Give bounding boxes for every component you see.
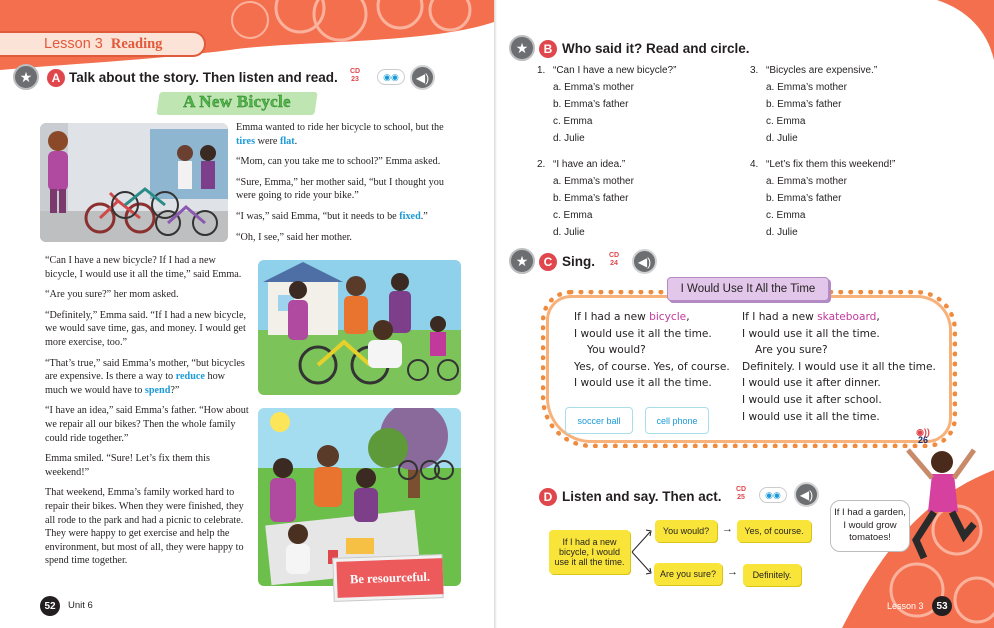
word-option-soccer-ball[interactable]: soccer ball: [565, 407, 633, 434]
story-paragraph: “Definitely,” Emma said. “If I had a new bicycle, we would save time, gas, and money. I would get more exercise, too.”: [45, 309, 247, 348]
option-item[interactable]: d. Julie: [553, 133, 585, 144]
story-column-top: [236, 121, 458, 251]
speaker-icon[interactable]: ◀): [410, 65, 435, 90]
lesson-label: Lesson 3: [44, 36, 103, 52]
option-item[interactable]: a. Emma’s mother: [766, 176, 847, 187]
question-3: 3. “Bicycles are expensive.” a. Emma’s mother b. Emma’s father c. Emma d. Julie: [750, 62, 950, 147]
section-d-instruction: Listen and say. Then act.: [562, 489, 722, 504]
page-number: 52: [40, 596, 60, 616]
option-item[interactable]: c. Emma: [766, 210, 806, 221]
audio-track-23[interactable]: CD 23: [349, 68, 361, 83]
song-verse-2: If I had a new skateboard, I would use it all the time. Are you sure? Definitely. I would use it all the time. I would use it after dinner. I would use it after school. I would use it all the time.: [742, 311, 936, 423]
branch-arrows: [630, 522, 656, 582]
dialogue-reply-1: You would?: [655, 520, 717, 542]
footer-lesson-label: Lesson 3: [887, 601, 924, 611]
option-item[interactable]: d. Julie: [766, 227, 798, 238]
karaoke-track-26[interactable]: ◉)) 26: [916, 427, 930, 445]
story-title: A New Bicycle: [183, 92, 291, 111]
story-paragraph: “That’s true,” said Emma’s mother, “but bicycles are expensive. Is there a way to reduce how much we would have to spend?”: [45, 357, 245, 396]
story-paragraph: “I was,” said Emma, “but it needs to be fixed.”: [236, 210, 428, 222]
video-icon[interactable]: ◉◉: [377, 69, 405, 85]
unit-label: Unit 6: [68, 600, 93, 611]
speaker-icon[interactable]: ◀): [632, 249, 657, 274]
story-paragraph: “Oh, I see,” said her mother.: [236, 231, 352, 243]
speaker-icon[interactable]: ◀): [794, 482, 819, 507]
story-paragraph: Emma smiled. “Sure! Let’s fix them this weekend!”: [45, 453, 210, 478]
option-item[interactable]: d. Julie: [553, 227, 585, 238]
section-c-letter: C: [539, 253, 557, 271]
left-page: [0, 0, 494, 628]
option-item[interactable]: a. Emma’s mother: [553, 82, 634, 93]
option-item[interactable]: b. Emma’s father: [553, 99, 629, 110]
story-paragraph: “Are you sure?” her mom asked.: [45, 289, 179, 301]
word-option-cell-phone[interactable]: cell phone: [645, 407, 709, 434]
option-item[interactable]: c. Emma: [766, 116, 806, 127]
section-a-instruction: Talk about the story. Then listen and read.: [69, 70, 338, 85]
dialogue-start: If I had a new bicycle, I would use it all the time.: [549, 530, 630, 574]
question-1: 1. “Can I have a new bicycle?” a. Emma’s mother b. Emma’s father c. Emma d. Julie: [537, 62, 737, 147]
question-2: 2. “I have an idea.” a. Emma’s mother b. Emma’s father c. Emma d. Julie: [537, 156, 737, 241]
video-icon[interactable]: ◉◉: [759, 487, 787, 503]
value-tag: Be resourceful.: [336, 558, 443, 598]
story-paragraph: “I have an idea,” said Emma’s father. “How about we repair all our bikes? Then the whole family could ride together.”: [45, 405, 249, 444]
page-number: 53: [932, 596, 952, 616]
dialogue-answer-2: Definitely.: [743, 564, 801, 586]
option-item[interactable]: a. Emma’s mother: [766, 82, 847, 93]
option-item[interactable]: a. Emma’s mother: [553, 176, 634, 187]
star-icon: ★: [13, 64, 39, 90]
question-4: 4. “Let’s fix them this weekend!” a. Emma’s mother b. Emma’s father c. Emma d. Julie: [750, 156, 950, 241]
story-paragraph: “Mom, can you take me to school?” Emma asked.: [236, 156, 441, 168]
jumping-girl-illustration: [902, 440, 982, 570]
option-item[interactable]: d. Julie: [766, 133, 798, 144]
option-item[interactable]: b. Emma’s father: [553, 193, 629, 204]
section-a-letter: A: [47, 69, 65, 87]
section-d-letter: D: [539, 488, 557, 506]
lesson-header: [0, 31, 206, 57]
option-item[interactable]: b. Emma’s father: [766, 193, 842, 204]
option-item[interactable]: c. Emma: [553, 116, 593, 127]
story-paragraph: “Sure, Emma,” her mother said, “but I thought you were going to ride your bike.”: [236, 176, 444, 202]
dialogue-answer-1: Yes, of course.: [737, 520, 811, 542]
section-c-instruction: Sing.: [562, 254, 595, 269]
arrow-right-icon: →: [727, 566, 738, 578]
dialogue-reply-2: Are you sure?: [654, 563, 722, 585]
audio-track-24[interactable]: CD 24: [608, 252, 620, 267]
star-icon: ★: [509, 35, 535, 61]
star-icon: ★: [509, 248, 535, 274]
right-page: [497, 0, 994, 628]
lesson-type: Reading: [110, 35, 163, 52]
story-paragraph: “Can I have a new bicycle? If I had a new bicycle, I would use it all the time,” said Emma.: [45, 255, 242, 280]
song-verse-1: If I had a new bicycle, I would use it all the time. You would? Yes, of course. Yes, of course. I would use it all the time.: [574, 311, 730, 390]
song-title: I Would Use It All the Time: [667, 277, 829, 301]
audio-track-25[interactable]: CD 25: [735, 486, 747, 501]
story-paragraph: Emma wanted to ride her bicycle to school, but the tires were flat.: [236, 122, 444, 147]
bike-garage-illustration: [40, 123, 228, 242]
story-column-bottom: [45, 254, 250, 575]
option-item[interactable]: b. Emma’s father: [766, 99, 842, 110]
option-item[interactable]: c. Emma: [553, 210, 593, 221]
section-b-instruction: Who said it? Read and circle.: [562, 41, 750, 56]
section-b-letter: B: [539, 40, 557, 58]
speech-bubble: If I had a garden, I would grow tomatoes!: [830, 500, 910, 552]
family-repair-illustration: [258, 260, 461, 395]
story-paragraph: That weekend, Emma’s family worked hard to repair their bikes. When they were finished, they all rode to the park and had a picnic to celebrate. They were happy to get exercise and help the environment, but most of all, they were happy to spend time together.: [45, 487, 244, 567]
arrow-right-icon: →: [722, 523, 733, 535]
